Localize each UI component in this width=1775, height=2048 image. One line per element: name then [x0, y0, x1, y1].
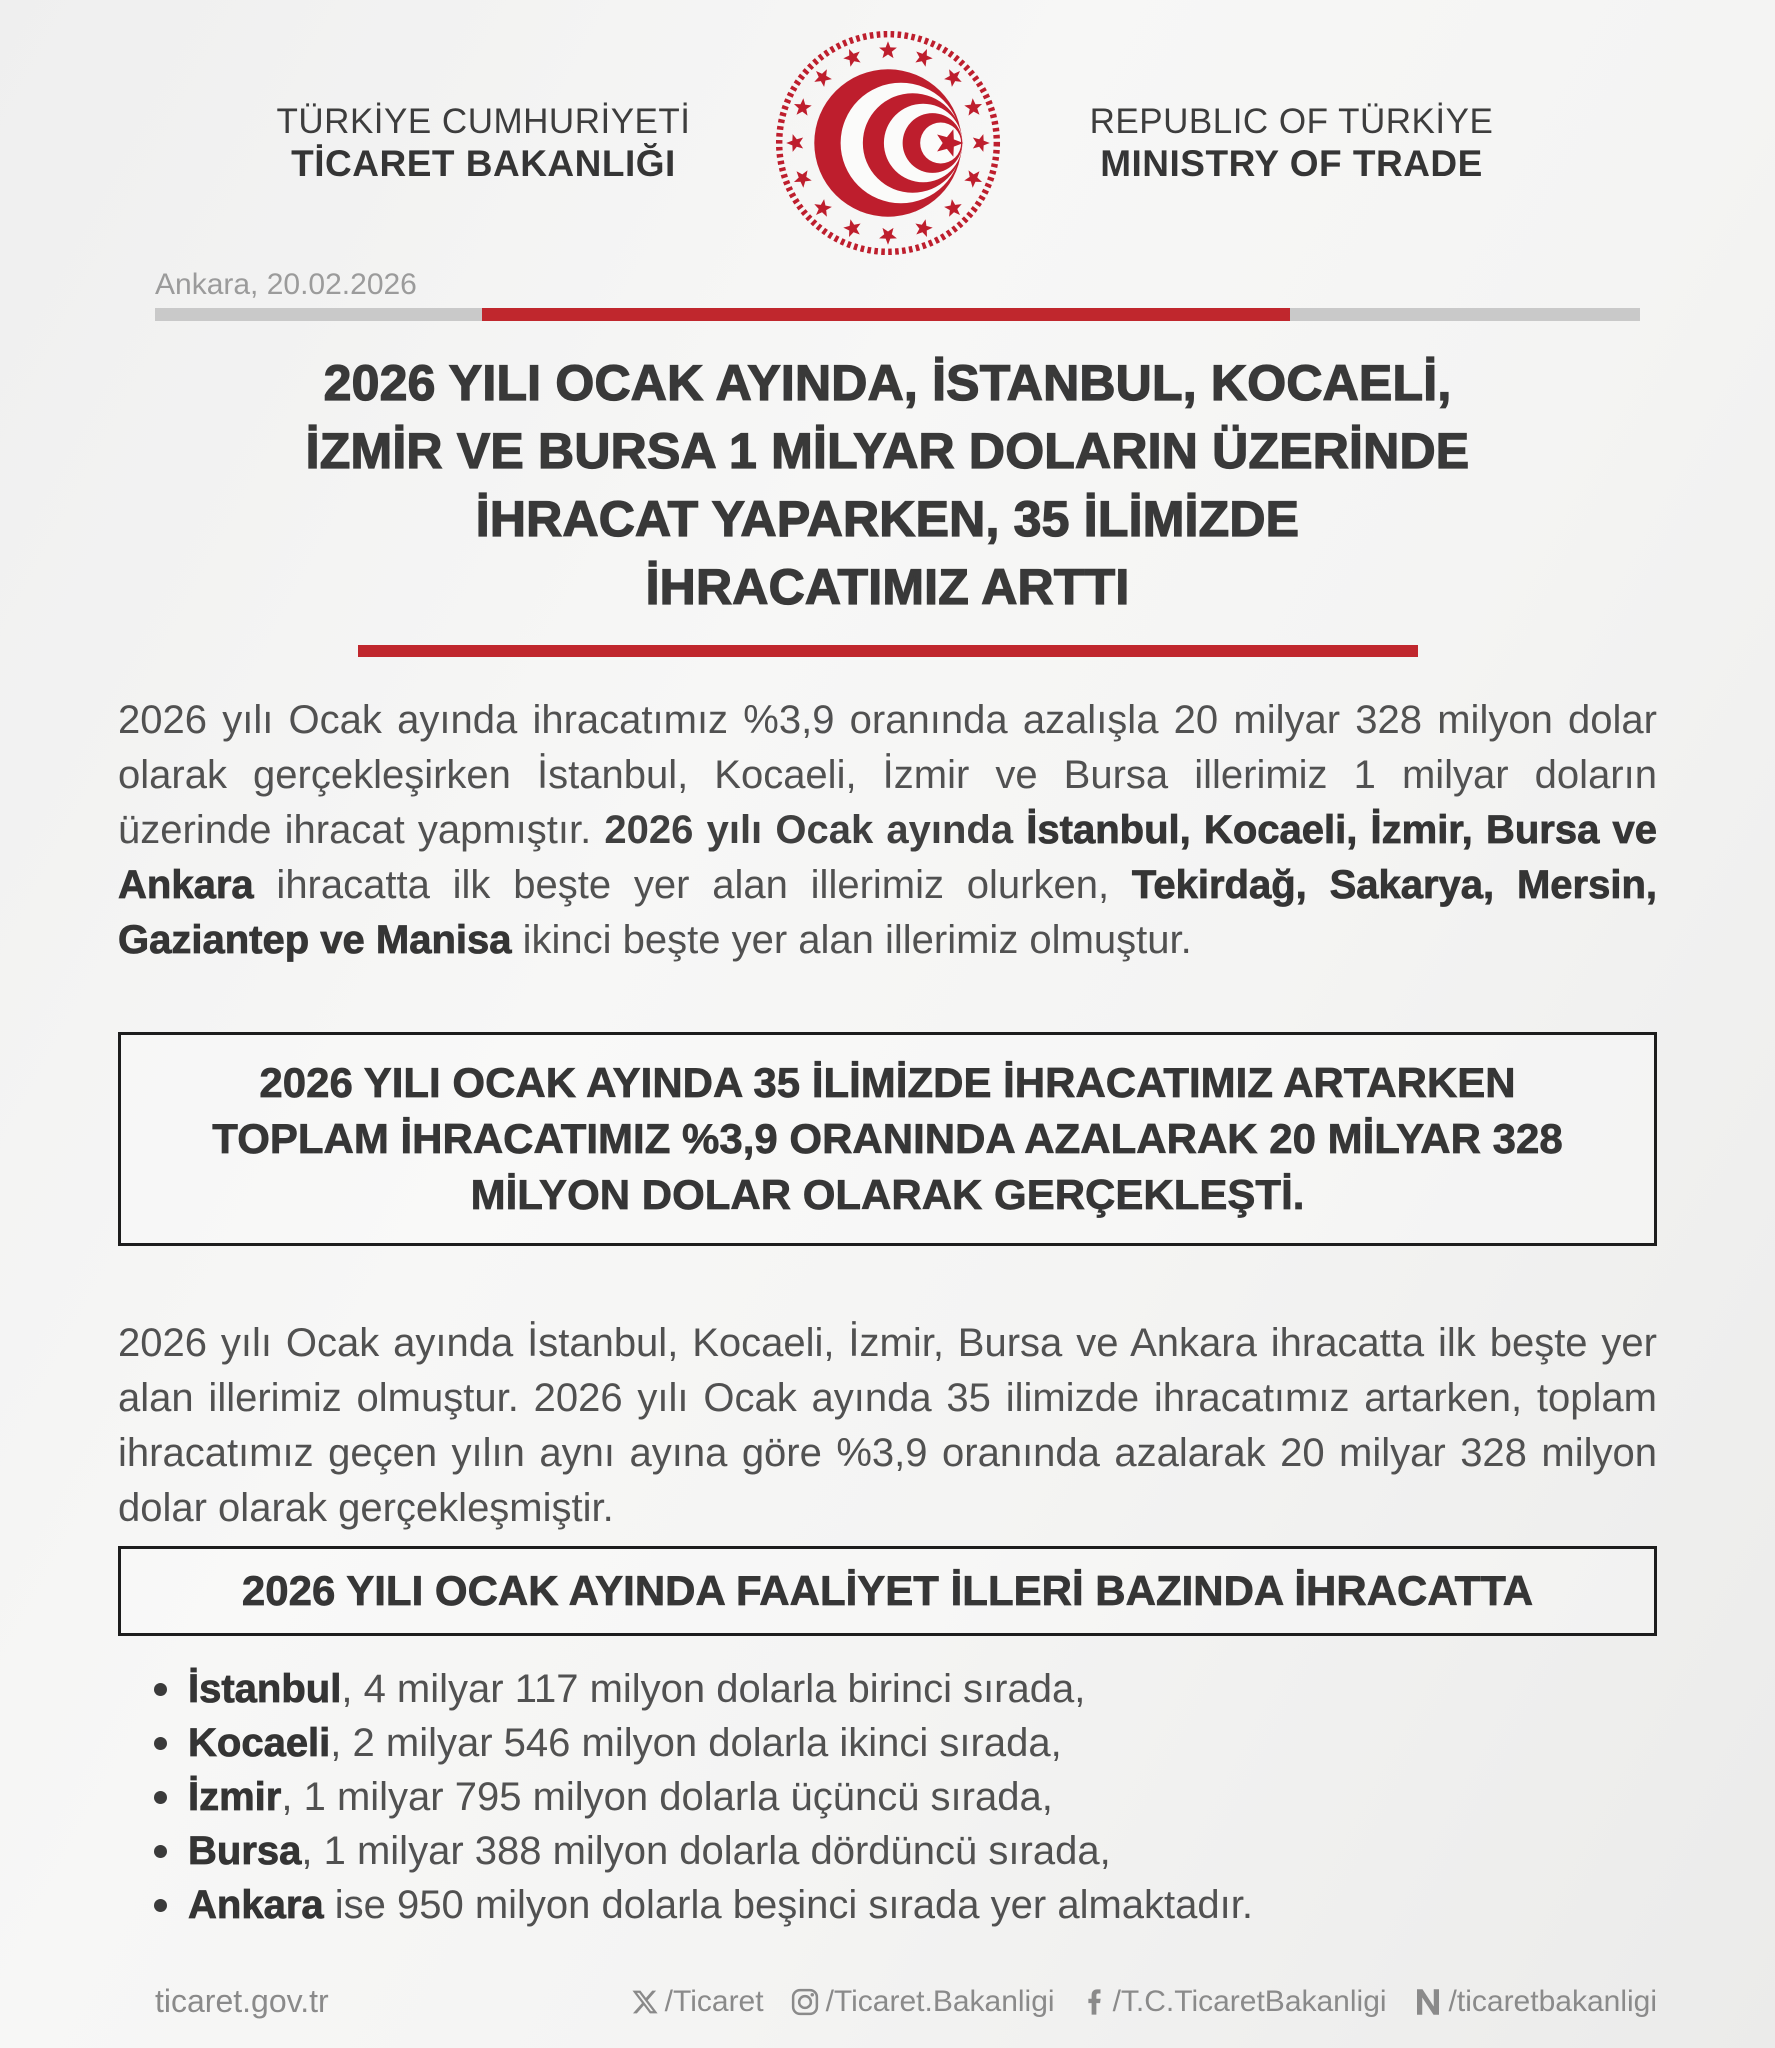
city-name: İstanbul: [188, 1667, 342, 1711]
org-name-en-line1: REPUBLIC OF TÜRKİYE: [1089, 101, 1494, 141]
list-item: [154, 1824, 1657, 1878]
separator-bar: [155, 308, 1640, 321]
city-export-detail: , 4 milyar 117 milyon dolarla birinci sırada,: [341, 1667, 1086, 1711]
list-item: [154, 1878, 1657, 1932]
lead-paragraph: [118, 693, 1657, 968]
social-handle: /Ticaret: [664, 1984, 764, 2018]
social-nsosyal: [1413, 1985, 1657, 2019]
city-name: İzmir: [188, 1775, 282, 1819]
page-title: [118, 349, 1657, 621]
headline-line-4: İHRACATIMIZ ARTTI: [645, 559, 1130, 615]
section-heading-text: 2026 YILI OCAK AYINDA FAALİYET İLLERİ BAZINDA İHRACATTA: [241, 1567, 1534, 1614]
lead-paragraph-segment: ihracatta ilk beşte yer alan illerimiz olurken,: [253, 863, 1132, 907]
instagram-icon: [790, 1987, 820, 2017]
social-instagram: [790, 1985, 1055, 2019]
social-x: [631, 1985, 764, 2019]
lead-paragraph-top5-cities: İstanbul, Kocaeli, İzmir, Bursa ve Ankara: [118, 808, 1658, 907]
city-export-detail: , 1 milyar 388 milyon dolarla dördüncü sırada,: [301, 1829, 1111, 1873]
city-export-detail: , 2 milyar 546 milyon dolarla ikinci sırada,: [330, 1721, 1062, 1765]
separator-gray-left: [155, 308, 482, 321]
social-handle: /Ticaret.Bakanligi: [825, 1984, 1055, 2018]
org-name-tr-line1: TÜRKİYE CUMHURİYETİ: [276, 101, 691, 141]
org-name-tr-line2: TİCARET BAKANLIĞI: [291, 142, 676, 184]
nsosyal-icon: [1413, 1987, 1443, 2017]
list-item: [154, 1770, 1657, 1824]
body-paragraph: 2026 yılı Ocak ayında İstanbul, Kocaeli, İzmir, Bursa ve Ankara ihracatta ilk beşte yer alan illerimiz olmuştur. 2026 yılı Ocak ayında 35 ilimizde ihracatımız artarken, toplam ihracatımız geçen yılın aynı ayına göre %3,9 oranında azalarak 20 milyar 328 milyon dolar olarak gerçekleşmiştir.: [118, 1321, 1657, 1530]
org-name-en-line2: MINISTRY OF TRADE: [1100, 142, 1483, 184]
separator-red: [482, 308, 1290, 321]
social-handle: /ticaretbakanligi: [1448, 1984, 1657, 2018]
headline-line-3: İHRACAT YAPARKEN, 35 İLİMİZDE: [475, 491, 1300, 547]
city-export-list: [118, 1662, 1657, 1932]
org-name-english: [1077, 101, 1507, 186]
org-name-turkish: [269, 101, 699, 186]
lead-paragraph-segment: 2026 yılı Ocak ayında: [604, 808, 1027, 852]
lead-paragraph-second5-cities: Tekirdağ, Sakarya, Mersin, Gaziantep ve Manisa: [118, 863, 1658, 962]
social-handle: /T.C.TicaretBakanligi: [1112, 1984, 1387, 2018]
list-item: [154, 1662, 1657, 1716]
headline-line-2: İZMİR VE BURSA 1 MİLYAR DOLARIN ÜZERİNDE: [305, 423, 1470, 479]
social-links: [631, 1985, 1657, 2019]
city-export-detail: ise 950 milyon dolarla beşinci sırada yer almaktadır.: [323, 1883, 1253, 1927]
social-facebook: [1081, 1985, 1387, 2019]
footer: [118, 1983, 1657, 2020]
x-icon: [631, 1988, 659, 2016]
city-export-detail: , 1 milyar 795 milyon dolarla üçüncü sırada,: [281, 1775, 1053, 1819]
section-heading-box: [118, 1546, 1657, 1636]
headline-line-1: 2026 YILI OCAK AYINDA, İSTANBUL, KOCAELİ,: [323, 355, 1452, 411]
dateline: Ankara, 20.02.2026: [155, 268, 417, 301]
lead-paragraph-segment: ikinci beşte yer alan illerimiz olmuştur.: [511, 918, 1192, 962]
summary-callout-text: 2026 YILI OCAK AYINDA 35 İLİMİZDE İHRACATIMIZ ARTARKEN TOPLAM İHRACATIMIZ %3,9 ORANINDA AZALARAK 20 MİLYAR 328 MİLYON DOLAR OLARAK GERÇEKLEŞTİ.: [212, 1059, 1563, 1218]
lead-paragraph-segment: 2026 yılı Ocak ayında ihracatımız %3,9 oranında azalışla 20 milyar 328 milyon dolar olarak gerçekleşirken İstanbul, Kocaeli, İzmir ve Bursa illerimiz 1 milyar doların üzerinde ihracat yapmıştır.: [118, 698, 1657, 852]
city-name: Bursa: [188, 1829, 302, 1873]
ministry-of-trade-logo-icon: [771, 26, 1005, 260]
list-item: [154, 1716, 1657, 1770]
separator-gray-right: [1290, 308, 1640, 321]
facebook-icon: [1081, 1989, 1107, 2015]
city-name: Kocaeli: [188, 1721, 331, 1765]
website-url: ticaret.gov.tr: [155, 1983, 329, 2019]
city-name: Ankara: [188, 1883, 324, 1927]
headline-underline: [358, 645, 1418, 657]
summary-callout-box: [118, 1032, 1657, 1246]
masthead: [118, 26, 1657, 260]
